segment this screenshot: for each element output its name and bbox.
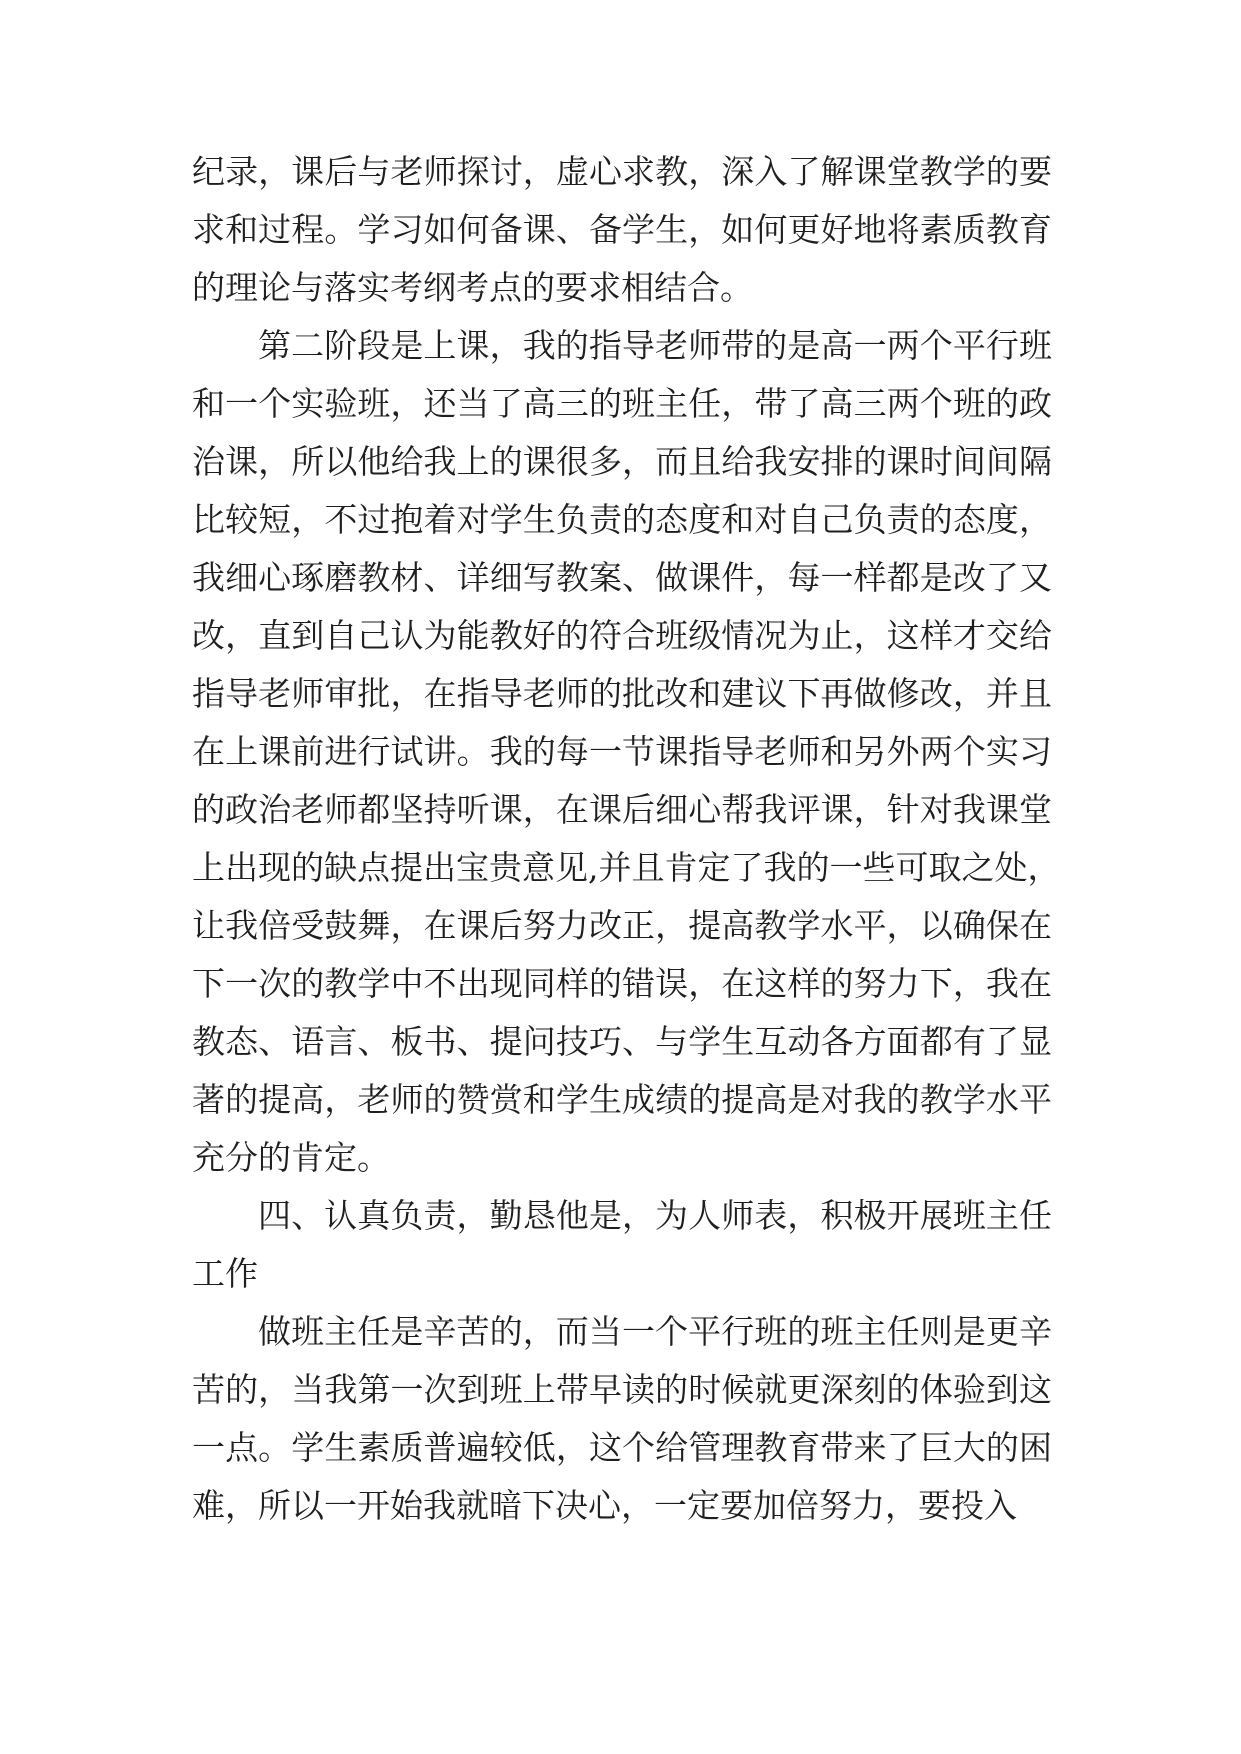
text-line: 比较短，不过抱着对学生负责的态度和对自己负责的态度，: [192, 500, 1052, 539]
text-line: 充分的肯定。: [192, 1138, 390, 1177]
section-heading: 四、认真负责，勤恳他是，为人师表，积极开展班主任: [258, 1196, 1052, 1235]
section-heading-continued: 工作: [192, 1254, 258, 1293]
text-line: 纪录，课后与老师探讨，虚心求教，深入了解课堂教学的要: [192, 152, 1052, 191]
text-line: 一点。学生素质普遍较低，这个给管理教育带来了巨大的困: [192, 1428, 1052, 1467]
text-line: 的政治老师都坚持听课，在课后细心帮我评课，针对我课堂: [192, 790, 1052, 829]
text-line: 让我倍受鼓舞，在课后努力改正，提高教学水平，以确保在: [192, 906, 1052, 945]
text-line: 著的提高，老师的赞赏和学生成绩的提高是对我的教学水平: [192, 1080, 1052, 1119]
text-line: 上出现的缺点提出宝贵意见,并且肯定了我的一些可取之处，: [192, 848, 1061, 887]
text-line: 难，所以一开始我就暗下决心，一定要加倍努力，要投入: [192, 1486, 1017, 1525]
paragraph-first-line: 做班主任是辛苦的，而当一个平行班的班主任则是更辛: [258, 1312, 1052, 1351]
paragraph-first-line: 第二阶段是上课，我的指导老师带的是高一两个平行班: [258, 326, 1052, 365]
text-line: 我细心琢磨教材、详细写教案、做课件，每一样都是改了又: [192, 558, 1052, 597]
text-line: 和一个实验班，还当了高三的班主任，带了高三两个班的政: [192, 384, 1052, 423]
text-line: 苦的，当我第一次到班上带早读的时候就更深刻的体验到这: [192, 1370, 1052, 1409]
text-line: 下一次的教学中不出现同样的错误，在这样的努力下，我在: [192, 964, 1052, 1003]
text-line: 求和过程。学习如何备课、备学生，如何更好地将素质教育: [192, 210, 1052, 249]
text-line: 治课，所以他给我上的课很多，而且给我安排的课时间间隔: [192, 442, 1052, 481]
text-line: 指导老师审批，在指导老师的批改和建议下再做修改，并且: [192, 674, 1052, 713]
text-line: 在上课前进行试讲。我的每一节课指导老师和另外两个实习: [192, 732, 1052, 771]
text-line: 改，直到自己认为能教好的符合班级情况为止，这样才交给: [192, 616, 1052, 655]
text-line: 的理论与落实考纲考点的要求相结合。: [192, 268, 753, 307]
text-line: 教态、语言、板书、提问技巧、与学生互动各方面都有了显: [192, 1022, 1052, 1061]
